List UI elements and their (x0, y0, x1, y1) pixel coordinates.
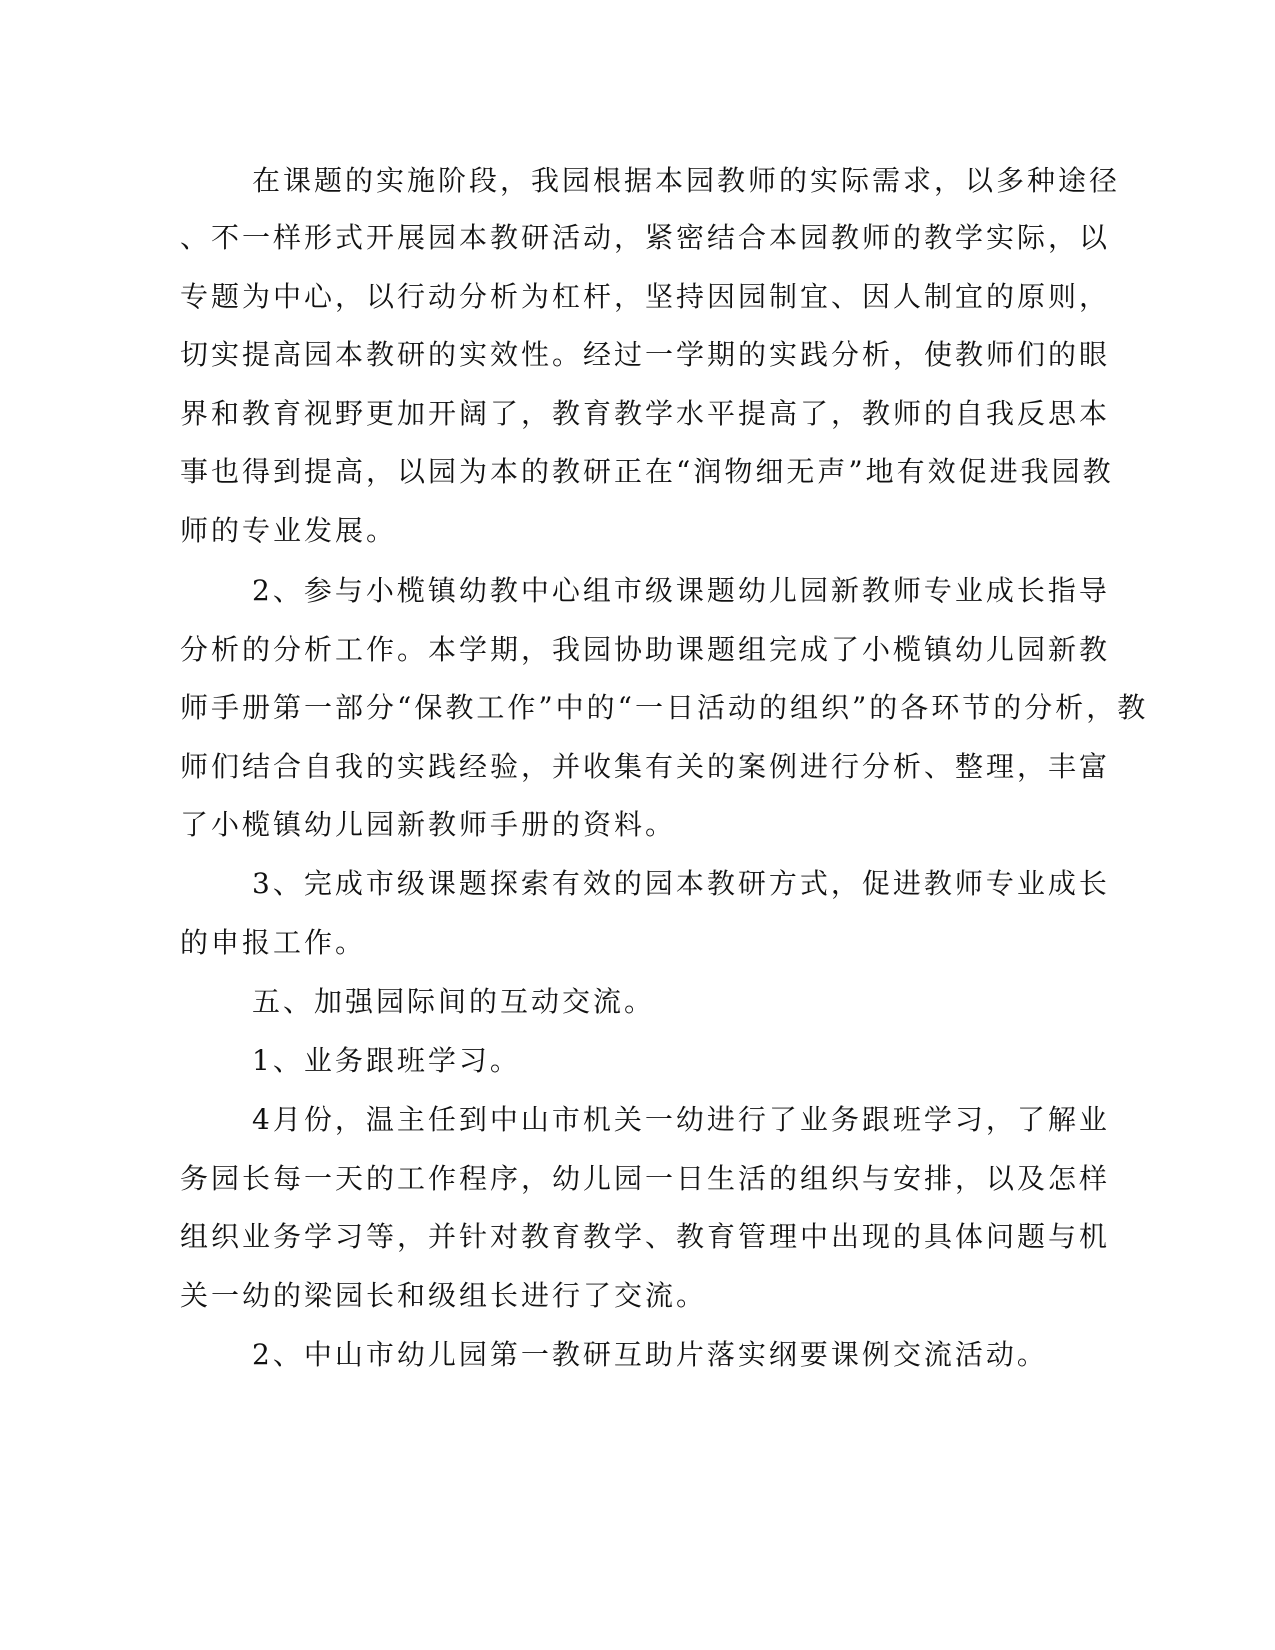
line-14: 的申报工作。 (180, 926, 367, 959)
line-16: 1、业务跟班学习。 (252, 1044, 521, 1077)
line-20: 关一幼的梁园长和级组长进行了交流。 (180, 1279, 708, 1312)
line-05: 界和教育视野更加开阔了，教育教学水平提高了，教师的自我反思本 (180, 397, 1111, 430)
line-15: 五、加强园际间的互动交流。 (252, 985, 656, 1018)
line-19: 组织业务学习等，并针对教育教学、教育管理中出现的具体问题与机 (180, 1220, 1111, 1253)
line-02: 、不一样形式开展园本教研活动，紧密结合本园教师的教学实际，以 (180, 221, 1111, 254)
line-17: 4月份，温主任到中山市机关一幼进行了业务跟班学习，了解业 (252, 1103, 1110, 1136)
line-01: 在课题的实施阶段，我园根据本园教师的实际需求，以多种途径 (252, 164, 1121, 197)
line-10: 师手册第一部分“保教工作”中的“一日活动的组织”的各环节的分析，教 (180, 691, 1149, 724)
line-09: 分析的分析工作。本学期，我园协助课题组完成了小榄镇幼儿园新教 (180, 633, 1111, 666)
line-21: 2、中山市幼儿园第一教研互助片落实纲要课例交流活动。 (252, 1338, 1048, 1371)
line-04: 切实提高园本教研的实效性。经过一学期的实践分析，使教师们的眼 (180, 338, 1111, 371)
line-18: 务园长每一天的工作程序，幼儿园一日生活的组织与安排，以及怎样 (180, 1162, 1111, 1195)
line-03: 专题为中心，以行动分析为杠杆，坚持因园制宜、因人制宜的原则， (180, 280, 1111, 313)
line-13: 3、完成市级课题探索有效的园本教研方式，促进教师专业成长 (252, 867, 1110, 900)
line-11: 师们结合自我的实践经验，并收集有关的案例进行分析、整理，丰富 (180, 750, 1111, 783)
line-07: 师的专业发展。 (180, 514, 398, 547)
line-06: 事也得到提高，以园为本的教研正在“润物细无声”地有效促进我园教 (180, 455, 1114, 488)
line-08: 2、参与小榄镇幼教中心组市级课题幼儿园新教师专业成长指导 (252, 574, 1110, 607)
line-12: 了小榄镇幼儿园新教师手册的资料。 (180, 808, 677, 841)
